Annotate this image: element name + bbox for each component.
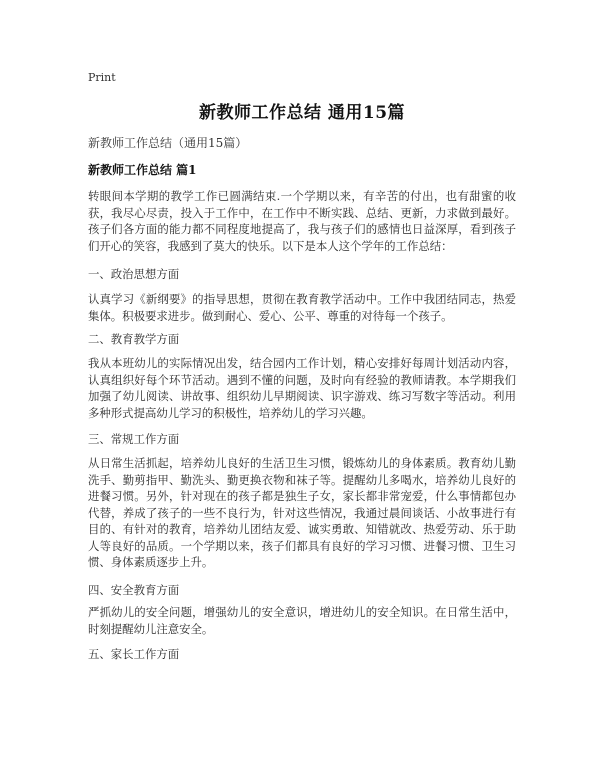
heading-safety: 四、安全教育方面 [88,583,180,597]
intro-paragraph: 转眼间本学期的教学工作已圆满结束.一个学期以来，有辛苦的付出，也有甜蜜的收获，我尽心尽责，投入于工作中，在工作中不断实践、总结、更新，力求做到最好。孩子们各方面的能力都不同程度地提高了，我与孩子们的感情也日益深厚，看到孩子们开心的笑容，我感到了莫大的快乐。以下是本人这个学年的工作总结： [88,189,516,253]
heading-routine: 三、常规工作方面 [88,432,180,446]
section-title: 新教师工作总结 篇1 [88,163,197,177]
paragraph-politics: 认真学习《新纲要》的指导思想，贯彻在教育教学活动中。工作中我团结同志，热爱集体。积极要求进步。做到耐心、爱心、公平、尊重的对待每一个孩子。 [88,292,516,323]
document-subtitle: 新教师工作总结（通用15篇） [88,136,248,150]
print-label: Print [88,71,116,84]
paragraph-safety: 严抓幼儿的安全问题，增强幼儿的安全意识，增进幼儿的安全知识。在日常生活中，时刻提醒幼儿注意安全。 [88,605,516,636]
page-title: 新教师工作总结 通用15篇 [198,103,406,123]
paragraph-teaching: 我从本班幼儿的实际情况出发，结合园内工作计划，精心安排好每周计划活动内容，认真组织好每个环节活动。遇到不懂的问题，及时向有经验的教师请教。本学期我们加强了幼儿阅读、讲故事、组织幼儿早期阅读、识字游戏、练习写数字等活动。利用多种形式提高幼儿学习的积极性，培养幼儿的学习兴趣。 [88,356,516,420]
paragraph-routine: 从日常生活抓起，培养幼儿良好的生活卫生习惯，锻炼幼儿的身体素质。教育幼儿勤洗手、勤剪指甲、勤洗头、勤更换衣物和袜子等。提醒幼儿多喝水，培养幼儿良好的进餐习惯。另外，针对现在的孩子都是独生子女，家长都非常宠爱，什么事情都包办代替，养成了孩子的一些不良行为，针对这些情况，我通过晨间谈话、小故事进行有目的、有针对的教育，培养幼儿团结友爱、诚实勇敢、知错就改、热爱劳动、乐于助人等良好的品质。一个学期以来，孩子们都具有良好的学习习惯、进餐习惯、卫生习惯、身体素质逐步上升。 [88,456,516,569]
heading-politics: 一、政治思想方面 [88,267,180,281]
heading-parents: 五、家长工作方面 [88,647,180,661]
heading-teaching: 二、教育教学方面 [88,332,180,346]
